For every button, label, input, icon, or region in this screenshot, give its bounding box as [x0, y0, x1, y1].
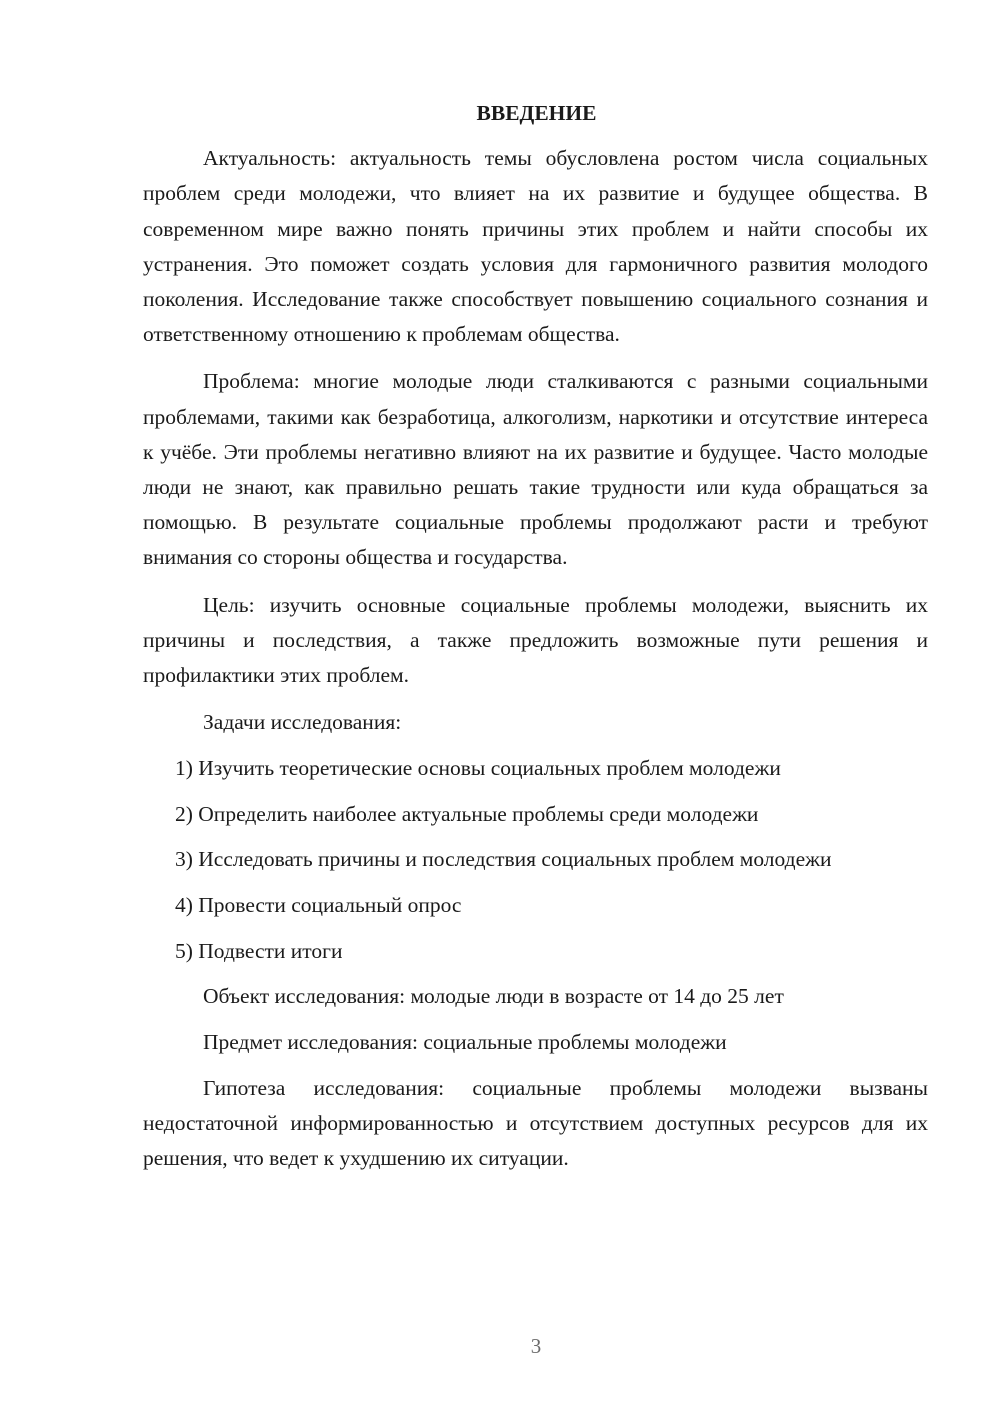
- paragraph-goal: Цель: изучить основные социальные проблемы молодежи, выяснить их причины и последствия, а также предложить возможные пути решения и профилактики этих проблем.: [143, 592, 928, 688]
- paragraph-relevance: Актуальность: актуальность темы обусловлена ростом числа социальных проблем среди молодежи, что влияет на их развитие и будущее общества. В современном мире важно понять причины этих проблем и найти способы их устранения. Это поможет создать условия для гармоничного развития молодого поколения. Исследование также способствует повышению социального сознания и ответственному отношению к проблемам общества.: [143, 146, 928, 347]
- task-item-1: 1) Изучить теоретические основы социальных проблем молодежи: [175, 755, 781, 780]
- research-hypothesis: Гипотеза исследования: социальные проблемы молодежи вызваны недостаточной информированностью и отсутствием доступных ресурсов для их решения, что ведет к ухудшению их ситуации.: [143, 1075, 928, 1171]
- section-title: ВВЕДЕНИЕ: [476, 101, 597, 125]
- task-item-4: 4) Провести социальный опрос: [175, 893, 462, 918]
- page-number: 3: [530, 1334, 542, 1358]
- research-object: Объект исследования: молодые люди в возрасте от 14 до 25 лет: [203, 984, 784, 1009]
- tasks-heading: Задачи исследования:: [203, 710, 402, 735]
- paragraph-problem: Проблема: многие молодые люди сталкиваются с разными социальными проблемами, такими как безработица, алкоголизм, наркотики и отсутствие интереса к учёбе. Эти проблемы негативно влияют на их развитие и будущее. Часто молодые люди не знают, как правильно решать такие трудности или куда обращаться за помощью. В результате социальные проблемы продолжают расти и требуют внимания со стороны общества и государства.: [143, 369, 928, 570]
- task-item-5: 5) Подвести итоги: [175, 938, 343, 963]
- task-item-2: 2) Определить наиболее актуальные проблемы среди молодежи: [175, 801, 759, 826]
- task-item-3: 3) Исследовать причины и последствия социальных проблем молодежи: [175, 847, 832, 872]
- research-subject: Предмет исследования: социальные проблемы молодежи: [203, 1030, 727, 1055]
- document-page: [143, 96, 928, 1188]
